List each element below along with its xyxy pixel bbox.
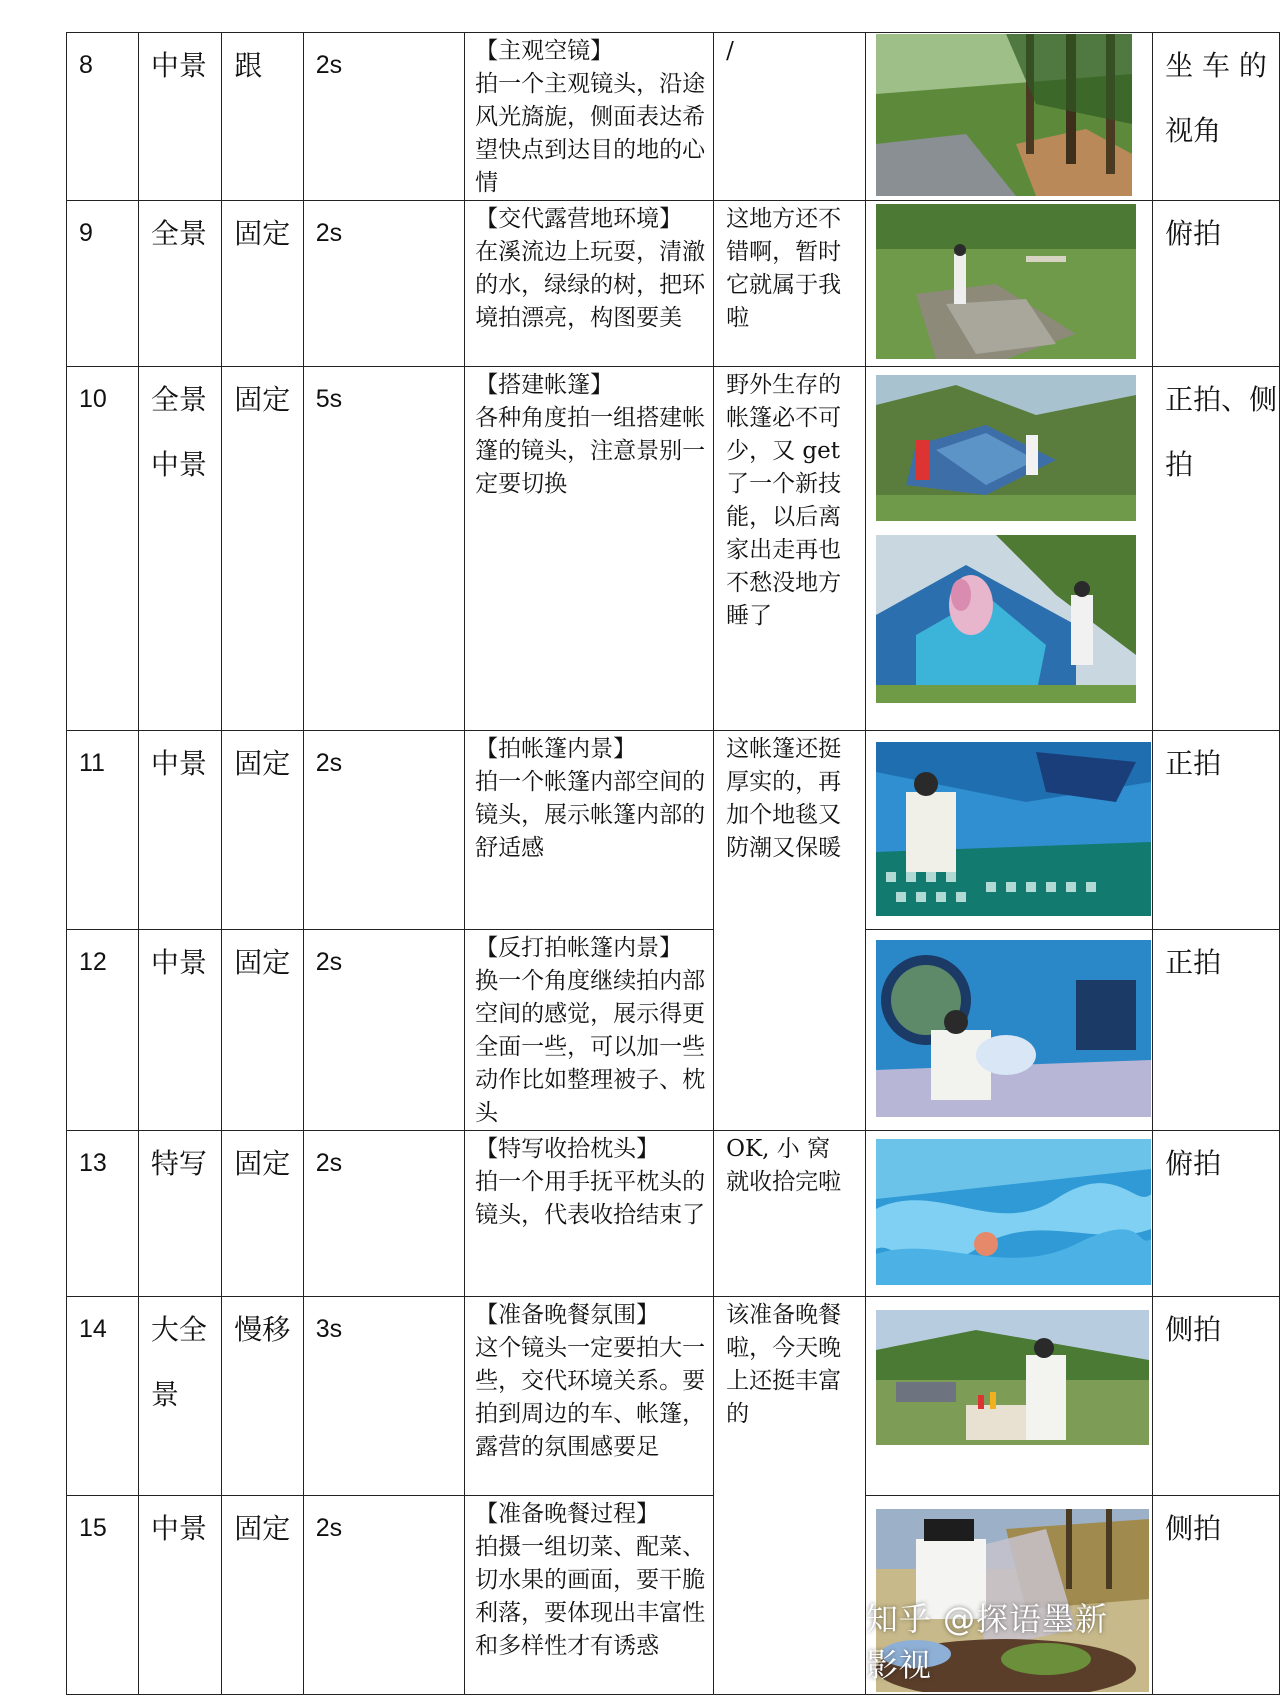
dialogue: 该准备晚餐啦，今天晚上还挺丰富的 — [714, 1297, 866, 1695]
camera-move: 固定 — [222, 367, 303, 731]
shot-title: 【交代露营地环境】 — [475, 206, 683, 232]
shot-number: 13 — [67, 1131, 139, 1297]
camera-angle: 正拍 — [1153, 731, 1280, 930]
shot-size: 中景 — [138, 33, 221, 201]
reference-image-cell — [865, 201, 1152, 367]
camera-angle: 俯拍 — [1153, 201, 1280, 367]
table-row — [67, 1131, 1280, 1297]
duration: 2s — [303, 731, 464, 930]
reference-image-cell — [865, 1131, 1152, 1297]
shot-detail: 拍一个帐篷内部空间的镜头，展示帐篷内部的舒适感 — [475, 769, 706, 861]
dialogue: 野外生存的帐篷必不可少，又 get 了一个新技能，以后离家出走再也不愁没地方睡了 — [714, 367, 866, 731]
duration: 3s — [303, 1297, 464, 1496]
table-row — [67, 201, 1280, 367]
camera-angle: 正拍 — [1153, 930, 1280, 1131]
watermark: 知乎 @探语墨新影视 — [865, 1600, 1109, 1684]
camera-move: 跟 — [222, 33, 303, 201]
table-row — [67, 731, 1280, 930]
shot-number: 11 — [67, 731, 139, 930]
camera-move: 固定 — [222, 201, 303, 367]
duration: 2s — [303, 33, 464, 201]
shot-size: 中景 — [138, 1496, 221, 1695]
dialogue: / — [714, 33, 866, 201]
shot-detail: 拍一个主观镜头，沿途风光旖旎，侧面表达希望快点到达目的地的心情 — [475, 71, 706, 196]
camera-angle: 正拍、侧拍 — [1153, 367, 1280, 731]
duration: 2s — [303, 1496, 464, 1695]
duration: 2s — [303, 201, 464, 367]
reference-image-cell — [865, 930, 1152, 1131]
camera-move: 固定 — [222, 1496, 303, 1695]
reference-image-cell — [865, 33, 1152, 201]
table-row — [67, 1297, 1280, 1496]
shot-number: 12 — [67, 930, 139, 1131]
shot-number: 15 — [67, 1496, 139, 1695]
shot-description — [465, 930, 714, 1131]
shot-title: 【主观空镜】 — [475, 38, 614, 64]
tent-interior-photo — [876, 742, 1151, 916]
shot-size: 全景 — [138, 201, 221, 367]
tent-building-photo-1 — [876, 375, 1136, 521]
reference-image-cell — [865, 1496, 1152, 1695]
duration: 2s — [303, 1131, 464, 1297]
dinner-prep-photo — [876, 1310, 1149, 1445]
shot-title: 【搭建帐篷】 — [475, 372, 614, 398]
duration: 5s — [303, 367, 464, 731]
reference-image-cell — [865, 367, 1152, 731]
camera-move: 固定 — [222, 731, 303, 930]
forest-road-photo — [876, 34, 1132, 196]
table-row — [67, 367, 1280, 731]
shot-detail: 拍一个用手抚平枕头的镜头，代表收拾结束了 — [475, 1169, 706, 1228]
dialogue: OK, 小 窝 就收拾完啦 — [714, 1131, 866, 1297]
camera-angle: 侧拍 — [1153, 1297, 1280, 1496]
shot-detail: 这个镜头一定要拍大一些，交代环境关系。要拍到周边的车、帐篷，露营的氛围感要足 — [475, 1335, 706, 1460]
shot-size: 特写 — [138, 1131, 221, 1297]
shot-title: 【准备晚餐过程】 — [475, 1501, 660, 1527]
table-row — [67, 930, 1280, 1131]
camera-angle: 侧拍 — [1153, 1496, 1280, 1695]
shot-title: 【反打拍帐篷内景】 — [475, 935, 683, 961]
shot-number: 10 — [67, 367, 139, 731]
shot-detail: 在溪流边上玩耍，清澈的水，绿绿的树，把环境拍漂亮，构图要美 — [475, 239, 706, 331]
shot-number: 9 — [67, 201, 139, 367]
shot-detail: 换一个角度继续拍内部空间的感觉，展示得更全面一些，可以加一些动作比如整理被子、枕头 — [475, 968, 706, 1126]
pillow-closeup-photo — [876, 1139, 1151, 1285]
camera-move: 慢移 — [222, 1297, 303, 1496]
shot-title: 【准备晚餐氛围】 — [475, 1302, 660, 1328]
shot-detail: 各种角度拍一组搭建帐篷的镜头，注意景别一定要切换 — [475, 405, 706, 497]
table-row — [67, 1496, 1280, 1695]
shot-description — [465, 731, 714, 930]
shot-description — [465, 33, 714, 201]
shot-number: 14 — [67, 1297, 139, 1496]
shot-description — [465, 201, 714, 367]
dialogue: 这地方还不错啊，暂时它就属于我啦 — [714, 201, 866, 367]
shot-title: 【特写收拾枕头】 — [475, 1136, 660, 1162]
shot-description — [465, 1131, 714, 1297]
shot-description — [465, 367, 714, 731]
camera-move: 固定 — [222, 1131, 303, 1297]
shot-size: 中景 — [138, 731, 221, 930]
camera-angle: 俯拍 — [1153, 1131, 1280, 1297]
shot-description — [465, 1496, 714, 1695]
dialogue: 这帐篷还挺厚实的，再加个地毯又防潮又保暖 — [714, 731, 866, 1131]
shot-size: 全景 中景 — [138, 367, 221, 731]
storyboard-table — [66, 32, 1280, 1695]
shot-size: 中景 — [138, 930, 221, 1131]
table-row — [67, 33, 1280, 201]
tent-building-photo-2 — [876, 535, 1136, 703]
shot-size: 大全 景 — [138, 1297, 221, 1496]
camera-angle: 坐 车 的视角 — [1153, 33, 1280, 201]
reference-image-cell — [865, 731, 1152, 930]
shot-number: 8 — [67, 33, 139, 201]
stream-photo — [876, 204, 1136, 359]
shot-description — [465, 1297, 714, 1496]
shot-title: 【拍帐篷内景】 — [475, 736, 637, 762]
reference-image-cell — [865, 1297, 1152, 1496]
shot-detail: 拍摄一组切菜、配菜、切水果的画面，要干脆利落，要体现出丰富性和多样性才有诱惑 — [475, 1534, 706, 1659]
tent-interior-reverse-photo — [876, 940, 1151, 1117]
duration: 2s — [303, 930, 464, 1131]
camera-move: 固定 — [222, 930, 303, 1131]
